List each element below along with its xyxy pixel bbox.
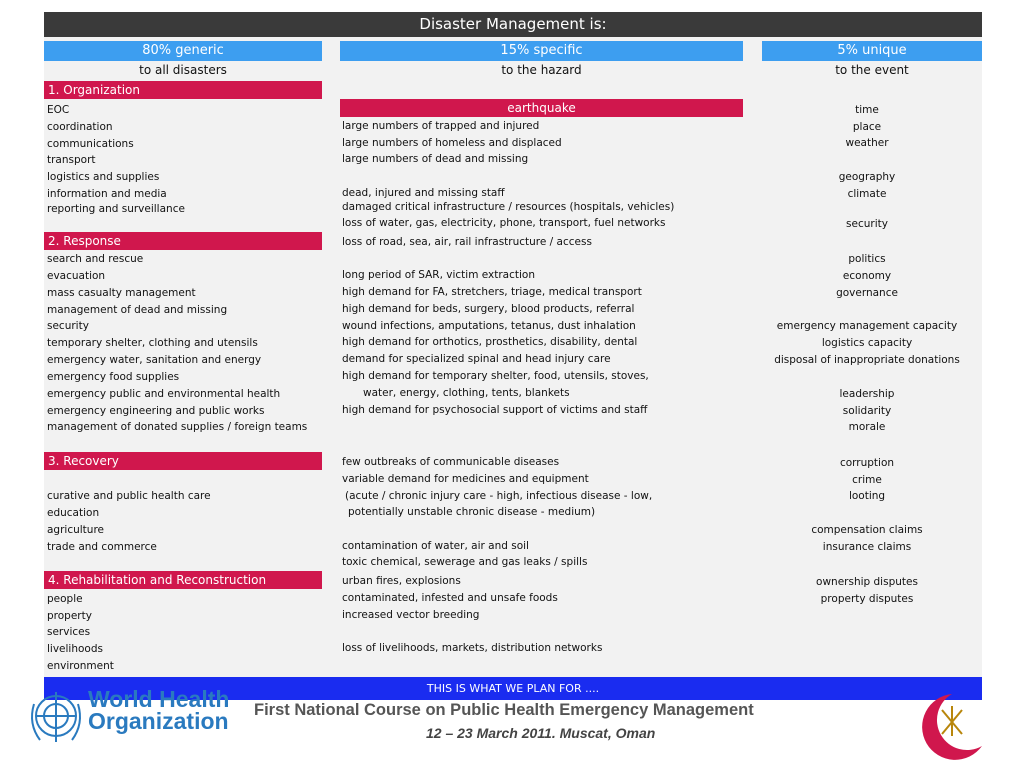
generic-item: management of donated supplies / foreign teams	[47, 421, 308, 433]
generic-item: search and rescue	[47, 253, 144, 265]
specific-item: loss of livelihoods, markets, distribution networks	[342, 642, 603, 654]
unique-item: corruption	[839, 457, 895, 469]
who-logo-text	[88, 688, 229, 732]
who-logo-line2: Organization	[88, 708, 229, 734]
generic-item: trade and commerce	[47, 541, 157, 553]
specific-item: increased vector breeding	[342, 609, 480, 621]
specific-item: large numbers of homeless and displaced	[342, 137, 562, 149]
unique-item: compensation claims	[811, 524, 923, 536]
unique-item: logistics capacity	[821, 337, 913, 349]
unique-item: emergency management capacity	[776, 320, 958, 332]
unique-item: time	[855, 104, 879, 116]
unique-item: disposal of inappropriate donations	[774, 354, 960, 366]
generic-item: EOC	[47, 104, 70, 116]
specific-item: potentially unstable chronic disease - medium)	[348, 506, 596, 518]
section-organization: 1. Organization	[44, 81, 322, 99]
generic-item: security	[47, 320, 89, 332]
unique-item: weather	[845, 137, 889, 149]
section-response: 2. Response	[44, 232, 322, 250]
generic-item: communications	[47, 138, 134, 150]
generic-item: property	[47, 610, 92, 622]
unique-item: place	[852, 121, 882, 133]
unique-item: security	[846, 218, 888, 230]
specific-item: urban fires, explosions	[342, 575, 461, 587]
specific-item: high demand for temporary shelter, food, utensils, stoves,	[342, 370, 649, 382]
unique-item: climate	[847, 188, 887, 200]
specific-item: high demand for FA, stretchers, triage, medical transport	[342, 286, 642, 298]
unique-item: crime	[852, 474, 882, 486]
column-generic-header: 80% generic	[44, 41, 322, 61]
generic-item: emergency water, sanitation and energy	[47, 354, 262, 366]
generic-item: logistics and supplies	[47, 171, 160, 183]
generic-item: transport	[47, 154, 96, 166]
specific-item: high demand for beds, surgery, blood products, referral	[342, 303, 635, 315]
generic-item: coordination	[47, 121, 113, 133]
generic-item: emergency food supplies	[47, 371, 180, 383]
generic-item: services	[47, 626, 91, 638]
specific-item: few outbreaks of communicable diseases	[342, 456, 560, 468]
footer-banner: THIS IS WHAT WE PLAN FOR ....	[44, 677, 982, 700]
specific-item: damaged critical infrastructure / resources (hospitals, vehicles)	[342, 201, 675, 213]
generic-item: emergency engineering and public works	[47, 405, 265, 417]
unique-item: ownership disputes	[816, 576, 918, 588]
specific-item: contamination of water, air and soil	[342, 540, 529, 552]
generic-item: agriculture	[47, 524, 104, 536]
specific-item: high demand for orthotics, prosthetics, disability, dental	[342, 336, 638, 348]
generic-item: emergency public and environmental health	[47, 388, 281, 400]
generic-item: education	[47, 507, 100, 519]
generic-item: temporary shelter, clothing and utensils	[47, 337, 258, 349]
who-logo-line1: World Health	[88, 686, 230, 712]
specific-item: toxic chemical, sewerage and gas leaks / spills	[342, 556, 588, 568]
red-crescent-icon	[912, 690, 992, 760]
unique-item: morale	[848, 421, 886, 433]
unique-item: leadership	[839, 388, 895, 400]
generic-item: evacuation	[47, 270, 106, 282]
specific-item: large numbers of trapped and injured	[342, 120, 540, 132]
specific-item: demand for specialized spinal and head injury care	[342, 353, 611, 365]
generic-item: curative and public health care	[47, 490, 211, 502]
unique-item: property disputes	[820, 593, 914, 605]
unique-item: solidarity	[842, 405, 892, 417]
footer-date: 12 – 23 March 2011. Muscat, Oman	[426, 725, 656, 741]
unique-item: looting	[848, 490, 886, 502]
specific-item: dead, injured and missing staff	[342, 187, 505, 199]
generic-item: reporting and surveillance	[47, 203, 185, 215]
generic-item: mass casualty management	[47, 287, 196, 299]
generic-item: management of dead and missing	[47, 304, 228, 316]
generic-item: people	[47, 593, 83, 605]
specific-item: water, energy, clothing, tents, blankets	[363, 387, 570, 399]
column-unique-sub: to the event	[835, 63, 909, 77]
column-unique-header: 5% unique	[762, 41, 982, 61]
unique-item: insurance claims	[822, 541, 912, 553]
unique-item: economy	[842, 270, 892, 282]
generic-item: livelihoods	[47, 643, 103, 655]
section-recovery: 3. Recovery	[44, 452, 322, 470]
column-specific-header: 15% specific	[340, 41, 743, 61]
specific-item: large numbers of dead and missing	[342, 153, 529, 165]
section-rehab: 4. Rehabilitation and Reconstruction	[44, 571, 322, 589]
specific-item: variable demand for medicines and equipment	[342, 473, 589, 485]
specific-item: wound infections, amputations, tetanus, dust inhalation	[342, 320, 636, 332]
slide-title: Disaster Management is:	[44, 12, 982, 37]
footer-title: First National Course on Public Health Emergency Management	[254, 701, 754, 719]
column-generic-sub: to all disasters	[139, 63, 227, 77]
unique-item: politics	[848, 253, 886, 265]
specific-item: high demand for psychosocial support of victims and staff	[342, 404, 648, 416]
column-specific-sub: to the hazard	[501, 63, 582, 77]
generic-item: information and media	[47, 188, 167, 200]
specific-item: loss of road, sea, air, rail infrastructure / access	[342, 236, 592, 248]
unique-item: governance	[836, 287, 898, 299]
unique-item: geography	[838, 171, 896, 183]
specific-item: contaminated, infested and unsafe foods	[342, 592, 558, 604]
hazard-label: earthquake	[340, 99, 743, 117]
specific-item: loss of water, gas, electricity, phone, transport, fuel networks	[342, 217, 666, 229]
specific-item: (acute / chronic injury care - high, infectious disease - low,	[345, 490, 653, 502]
generic-item: environment	[47, 660, 114, 672]
specific-item: long period of SAR, victim extraction	[342, 269, 536, 281]
